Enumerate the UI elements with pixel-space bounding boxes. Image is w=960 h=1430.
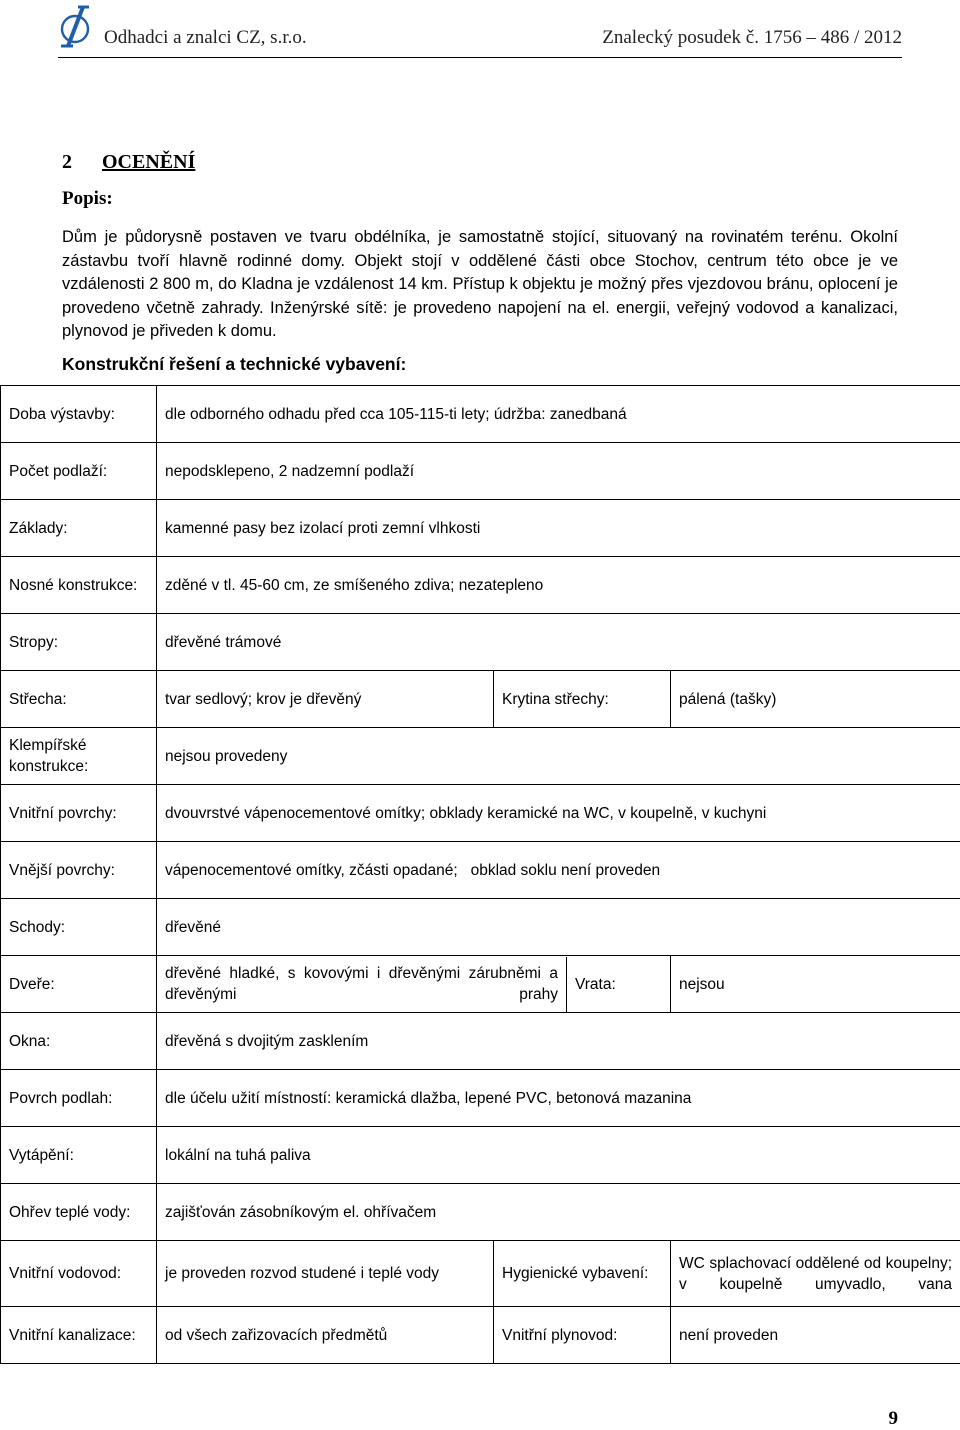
row-value: dvouvrstvé vápenocementové omítky; obklady keramické na WC, v koupelně, v kuchyni (157, 785, 960, 842)
row-label-secondary: Hygienické vybavení: (494, 1241, 671, 1307)
table-row (1, 1070, 960, 1127)
row-label-secondary: Krytina střechy: (494, 671, 671, 728)
row-label-secondary: Vrata: (566, 957, 670, 1012)
section-heading (62, 151, 195, 174)
doors-cell (157, 956, 671, 1013)
row-value: nepodsklepeno, 2 nadzemní podlaží (157, 443, 960, 500)
construction-heading: Konstrukční řešení a technické vybavení: (62, 354, 407, 374)
row-value: dřevěné (157, 899, 960, 956)
row-label: Počet podlaží: (1, 443, 157, 500)
row-label: Stropy: (1, 614, 157, 671)
row-label-secondary: Vnitřní plynovod: (494, 1307, 671, 1364)
table-row (1, 614, 960, 671)
row-value: je proveden rozvod studené i teplé vody (157, 1241, 494, 1307)
row-label: Vnější povrchy: (1, 842, 157, 899)
row-label: Povrch podlah: (1, 1070, 157, 1127)
page-number: 9 (888, 1408, 898, 1429)
row-label: Doba výstavby: (1, 386, 157, 443)
page-header (0, 0, 960, 58)
row-label: Vytápění: (1, 1127, 157, 1184)
row-label: Základy: (1, 500, 157, 557)
table-row (1, 500, 960, 557)
report-number: Znalecký posudek č. 1756 – 486 / 2012 (602, 27, 902, 48)
row-label: Ohřev teplé vody: (1, 1184, 157, 1241)
company-name: Odhadci a znalci CZ, s.r.o. (104, 27, 307, 48)
table-row (1, 1184, 960, 1241)
table-row (1, 956, 960, 1013)
row-value: zděné v tl. 45-60 cm, ze smíšeného zdiva; nezatepleno (157, 557, 960, 614)
row-value: nejsou provedeny (157, 728, 960, 785)
row-label: Vnitřní povrchy: (1, 785, 157, 842)
row-label: Vnitřní kanalizace: (1, 1307, 157, 1364)
row-value: dřevěná s dvojitým zasklením (157, 1013, 960, 1070)
row-value: dle odborného odhadu před cca 105-115-ti lety; údržba: zanedbaná (157, 386, 960, 443)
row-value: vápenocementové omítky, zčásti opadané; obklad soklu není proveden (157, 842, 960, 899)
description-label: Popis: (62, 188, 113, 209)
table-row (1, 443, 960, 500)
table-row (1, 386, 960, 443)
row-value: tvar sedlový; krov je dřevěný (157, 671, 494, 728)
table-row (1, 785, 960, 842)
table-row (1, 842, 960, 899)
section-number: 2 (62, 151, 72, 173)
row-value: od všech zařizovacích předmětů (157, 1307, 494, 1364)
row-value: kamenné pasy bez izolací proti zemní vlhkosti (157, 500, 960, 557)
row-value: dřevěné hladké, s kovovými i dřevěnými zárubněmi a dřevěnými prahy (165, 965, 558, 1003)
row-label: Schody: (1, 899, 157, 956)
row-label: Dveře: (1, 956, 157, 1013)
row-label: Nosné konstrukce: (1, 557, 157, 614)
row-value-secondary: nejsou (671, 956, 960, 1013)
row-label: Střecha: (1, 671, 157, 728)
table-row (1, 671, 960, 728)
table-row (1, 1127, 960, 1184)
construction-table (0, 385, 960, 1364)
row-value-secondary: není proveden (671, 1307, 960, 1364)
table-row (1, 728, 960, 785)
table-row (1, 1307, 960, 1364)
row-value: zajišťován zásobníkovým el. ohřívačem (157, 1184, 960, 1241)
row-label: Vnitřní vodovod: (1, 1241, 157, 1307)
table-row (1, 899, 960, 956)
row-value: dle účelu užití místností: keramická dlažba, lepené PVC, betonová mazanina (157, 1070, 960, 1127)
row-value-secondary: pálená (tašky) (671, 671, 960, 728)
row-label: Klempířské konstrukce: (1, 728, 157, 785)
row-value-secondary: WC splachovací oddělené od koupelny; v koupelně umyvadlo, vana (671, 1241, 960, 1307)
header-divider (58, 57, 902, 58)
table-row (1, 1013, 960, 1070)
table-row (1, 1241, 960, 1307)
section-title: OCENĚNÍ (102, 151, 196, 173)
company-logo-icon (58, 4, 92, 50)
row-value: dřevěné trámové (157, 614, 960, 671)
row-label: Okna: (1, 1013, 157, 1070)
row-value: lokální na tuhá paliva (157, 1127, 960, 1184)
description-paragraph: Dům je půdorysně postaven ve tvaru obdélníka, je samostatně stojící, situovaný na rovinatém terénu. Okolní zástavbu tvoří hlavně rodinné domy. Objekt stojí v oddělené části obce Stochov, centrum této obce je ve vzdálenosti 2 800 m, do Kladna je vzdálenost 14 km. Přístup k objektu je možný přes vjezdovou bránu, oplocení je provedeno včetně zahrady. Inženýrské sítě: je provedeno napojení na el. energii, veřejný vodovod a kanalizaci, plynovod je přiveden k domu. (62, 228, 898, 340)
table-row (1, 557, 960, 614)
